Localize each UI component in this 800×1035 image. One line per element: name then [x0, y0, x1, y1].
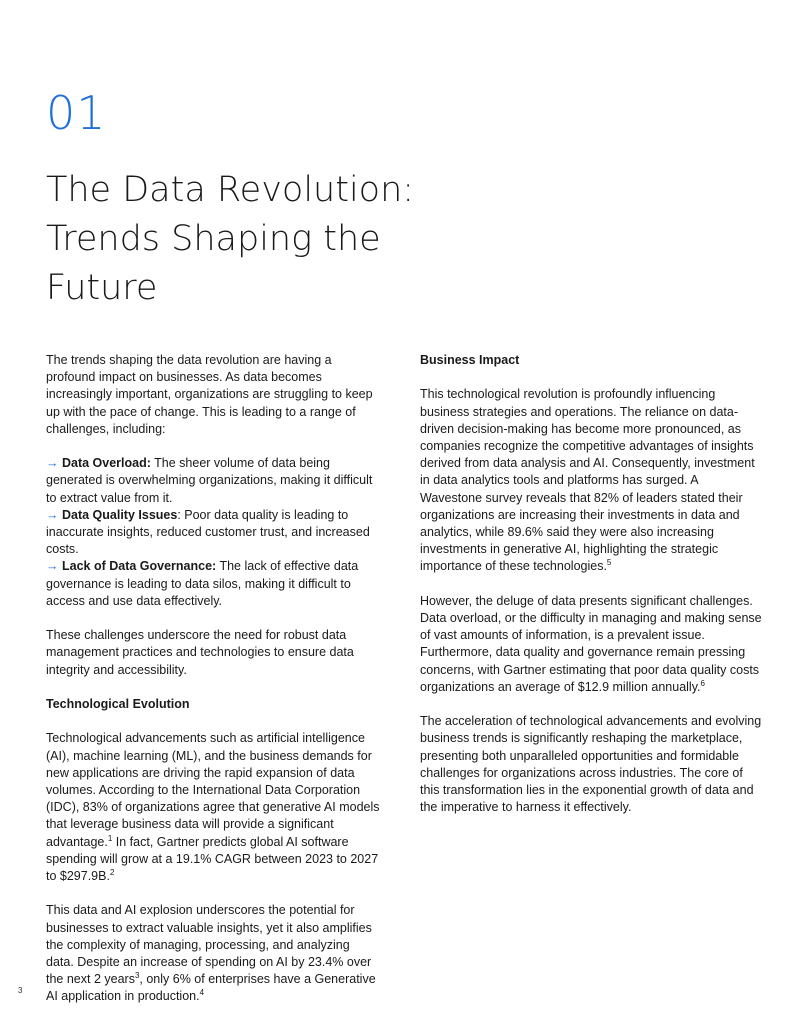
challenge-list	[46, 455, 380, 610]
impact-paragraph	[420, 386, 762, 575]
deluge-paragraph	[420, 593, 762, 696]
bullet-term: Data Quality Issues	[61, 507, 178, 522]
bullet-term: Data Overload:	[61, 456, 151, 471]
arrow-right-icon: →	[46, 507, 59, 522]
text-run: Technological advancements such as artificial intelligence (AI), machine learning (ML), and the business demands for new applications are driving the rapid expansion of data volumes. According to the International Data Corporation (IDC), 83% of organizations agree that generative AI models that leverage business data will provide a significant advantage.	[46, 731, 380, 849]
text-run: This technological revolution is profoundly influencing business strategies and operations. The reliance on data-driven decision-making has become more pronounced, as companies recognize the competitive advantages of insights derived from data analysis and AI. Consequently, investment in data analytics tools and platforms has surged. A Wavestone survey reveals that 82% of leaders stated their organizations are increasing their investments in data and analytics, while 89.6% said they were also increasing investments in generative AI, highlighting the strategic importance of these technologies.	[420, 387, 755, 574]
text-run: In fact, Gartner predicts global AI software spending will grow at a 19.1% CAGR between 2023 to 2027 to $297.9B.	[46, 834, 379, 884]
challenges-paragraph: These challenges underscore the need for robust data management practices and technologies to ensure data integrity and accessibility.	[46, 628, 354, 677]
footnote-ref: 4	[199, 988, 205, 998]
footnote-ref: 6	[700, 678, 705, 688]
list-item	[46, 507, 380, 559]
text-run: This data and AI explosion underscores the potential for businesses to extract valuable insights, yet it also amplifies the complexity of managing, processing, and analyzing data. Despite an increase of spending on AI by 23.4% over the next 2 years	[46, 903, 372, 987]
bullet-term: Lack of Data Governance:	[61, 559, 217, 574]
page-number: 3	[18, 986, 23, 995]
text-run: However, the deluge of data presents significant challenges. Data overload, or the difficulty in managing and making sense of vast amounts of information, is a prevalent issue. Furthermore, data quality and governance remain pressing concerns, with Gartner estimating that poor data quality costs organizations an average of $12.9 million annually.	[420, 593, 762, 694]
bullet-text: The sheer volume of data being generated is overwhelming organizations, making it difficult to extract value from it.	[46, 456, 373, 505]
footnote-ref: 3	[134, 971, 140, 981]
section-heading-business-impact: Business Impact	[420, 353, 520, 367]
text-run: , only 6% of enterprises have a Generative AI application in production.	[46, 972, 376, 1004]
section-heading-technological-evolution: Technological Evolution	[46, 697, 190, 712]
title-line: Future	[46, 268, 158, 308]
right-column	[420, 352, 762, 834]
title-line: Trends Shaping the	[46, 219, 381, 259]
list-item	[46, 455, 380, 507]
chapter-number: 01	[46, 86, 107, 140]
footnote-ref: 1	[107, 833, 113, 843]
arrow-right-icon: →	[46, 456, 59, 471]
left-column	[46, 352, 380, 1023]
arrow-right-icon: →	[46, 559, 59, 574]
footnote-ref: 2	[109, 867, 115, 877]
page-title	[46, 166, 426, 313]
bullet-text: The lack of effective data governance is leading to data silos, making it difficult to access and use data effectively.	[46, 559, 359, 608]
bullet-text: : Poor data quality is leading to inaccurate insights, reduced customer trust, and increased costs.	[46, 507, 370, 557]
title-line: The Data Revolution:	[46, 170, 415, 210]
list-item	[46, 558, 380, 610]
tech-paragraph	[46, 730, 380, 885]
explosion-paragraph	[46, 902, 380, 1005]
intro-paragraph: The trends shaping the data revolution are having a profound impact on businesses. As data becomes increasingly important, organizations are struggling to keep up with the pace of change. This is leading to a range of challenges, including:	[46, 353, 373, 436]
footnote-ref: 5	[606, 558, 612, 568]
acceleration-paragraph: The acceleration of technological advancements and evolving business trends is significantly reshaping the marketplace, presenting both unparalleled opportunities and formidable challenges for organizations across industries. The core of this transformation lies in the exponential growth of data and the imperative to harness it effectively.	[420, 714, 762, 815]
